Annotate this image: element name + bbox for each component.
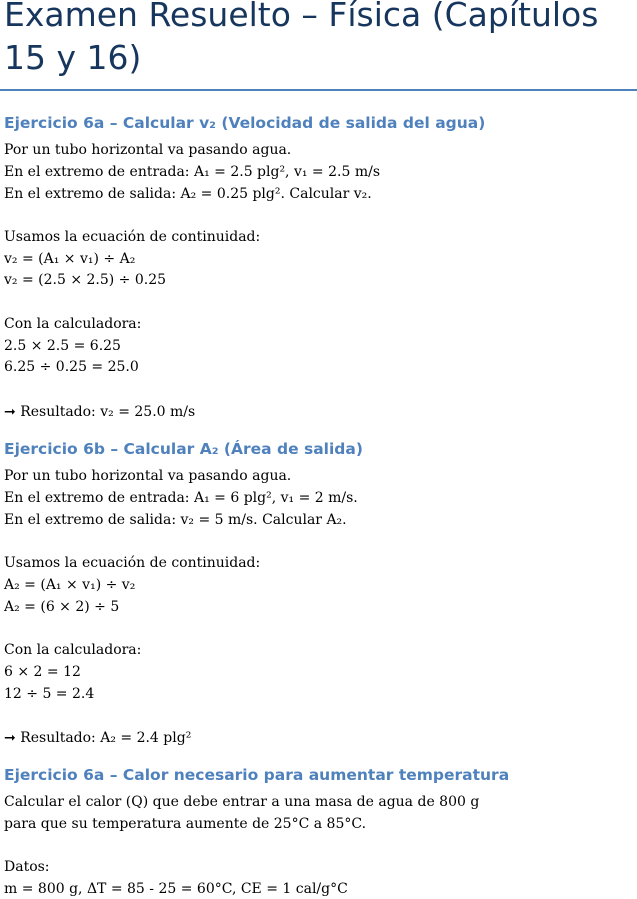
ex1-intro-line-2: En el extremo de entrada: A₁ = 2.5 plg², v₁ = 2.5 m/s bbox=[4, 164, 381, 180]
exercise-6b-area-heading: Ejercicio 6b – Calcular A₂ (Área de salida) bbox=[4, 440, 363, 458]
result-arrow-icon: ➞ bbox=[4, 730, 16, 746]
ex3-data-values: m = 800 g, ΔT = 85 - 25 = 60°C, CE = 1 cal/g°C bbox=[4, 881, 348, 897]
ex1-calc-line-1: Con la calculadora: bbox=[4, 316, 142, 332]
ex2-intro-line-2: En el extremo de entrada: A₁ = 6 plg², v₁ = 2 m/s. bbox=[4, 490, 358, 506]
result-arrow-icon: ➞ bbox=[4, 404, 16, 420]
ex1-calc-line-3: 6.25 ÷ 0.25 = 25.0 bbox=[4, 359, 139, 375]
exercise-6a-heat-heading: Ejercicio 6a – Calor necesario para aumentar temperatura bbox=[4, 766, 510, 784]
ex2-method-line-3: A₂ = (6 × 2) ÷ 5 bbox=[4, 599, 120, 615]
ex2-intro-line-3: En el extremo de salida: v₂ = 5 m/s. Calcular A₂. bbox=[4, 512, 347, 528]
ex2-calc-line-3: 12 ÷ 5 = 2.4 bbox=[4, 686, 95, 702]
exercise-6a-velocity-heading: Ejercicio 6a – Calcular v₂ (Velocidad de salida del agua) bbox=[4, 114, 486, 132]
ex2-method-line-2: A₂ = (A₁ × v₁) ÷ v₂ bbox=[4, 577, 136, 593]
ex2-result: Resultado: A₂ = 2.4 plg² bbox=[20, 730, 192, 746]
ex1-method-line-2: v₂ = (A₁ × v₁) ÷ A₂ bbox=[4, 251, 136, 267]
title-underline bbox=[0, 89, 637, 91]
ex2-calc-line-1: Con la calculadora: bbox=[4, 642, 142, 658]
ex3-data-label: Datos: bbox=[4, 859, 50, 875]
ex1-method-line-1: Usamos la ecuación de continuidad: bbox=[4, 229, 261, 245]
ex1-calc-line-2: 2.5 × 2.5 = 6.25 bbox=[4, 338, 121, 354]
ex1-result: Resultado: v₂ = 25.0 m/s bbox=[20, 404, 196, 420]
ex2-result-line bbox=[4, 728, 191, 748]
document-title: Examen Resuelto – Física (Capítulos 15 y 16) bbox=[4, 0, 599, 77]
ex3-intro-line-2: para que su temperatura aumente de 25°C a 85°C. bbox=[4, 816, 367, 832]
ex2-intro-line-1: Por un tubo horizontal va pasando agua. bbox=[4, 468, 292, 484]
ex1-method-line-3: v₂ = (2.5 × 2.5) ÷ 0.25 bbox=[4, 272, 167, 288]
ex2-calc-line-2: 6 × 2 = 12 bbox=[4, 664, 81, 680]
ex1-result-line bbox=[4, 402, 195, 422]
ex1-intro-line-3: En el extremo de salida: A₂ = 0.25 plg². Calcular v₂. bbox=[4, 186, 372, 202]
ex2-method-line-1: Usamos la ecuación de continuidad: bbox=[4, 555, 261, 571]
ex3-intro-line-1: Calcular el calor (Q) que debe entrar a una masa de agua de 800 g bbox=[4, 794, 480, 810]
ex1-intro-line-1: Por un tubo horizontal va pasando agua. bbox=[4, 142, 292, 158]
